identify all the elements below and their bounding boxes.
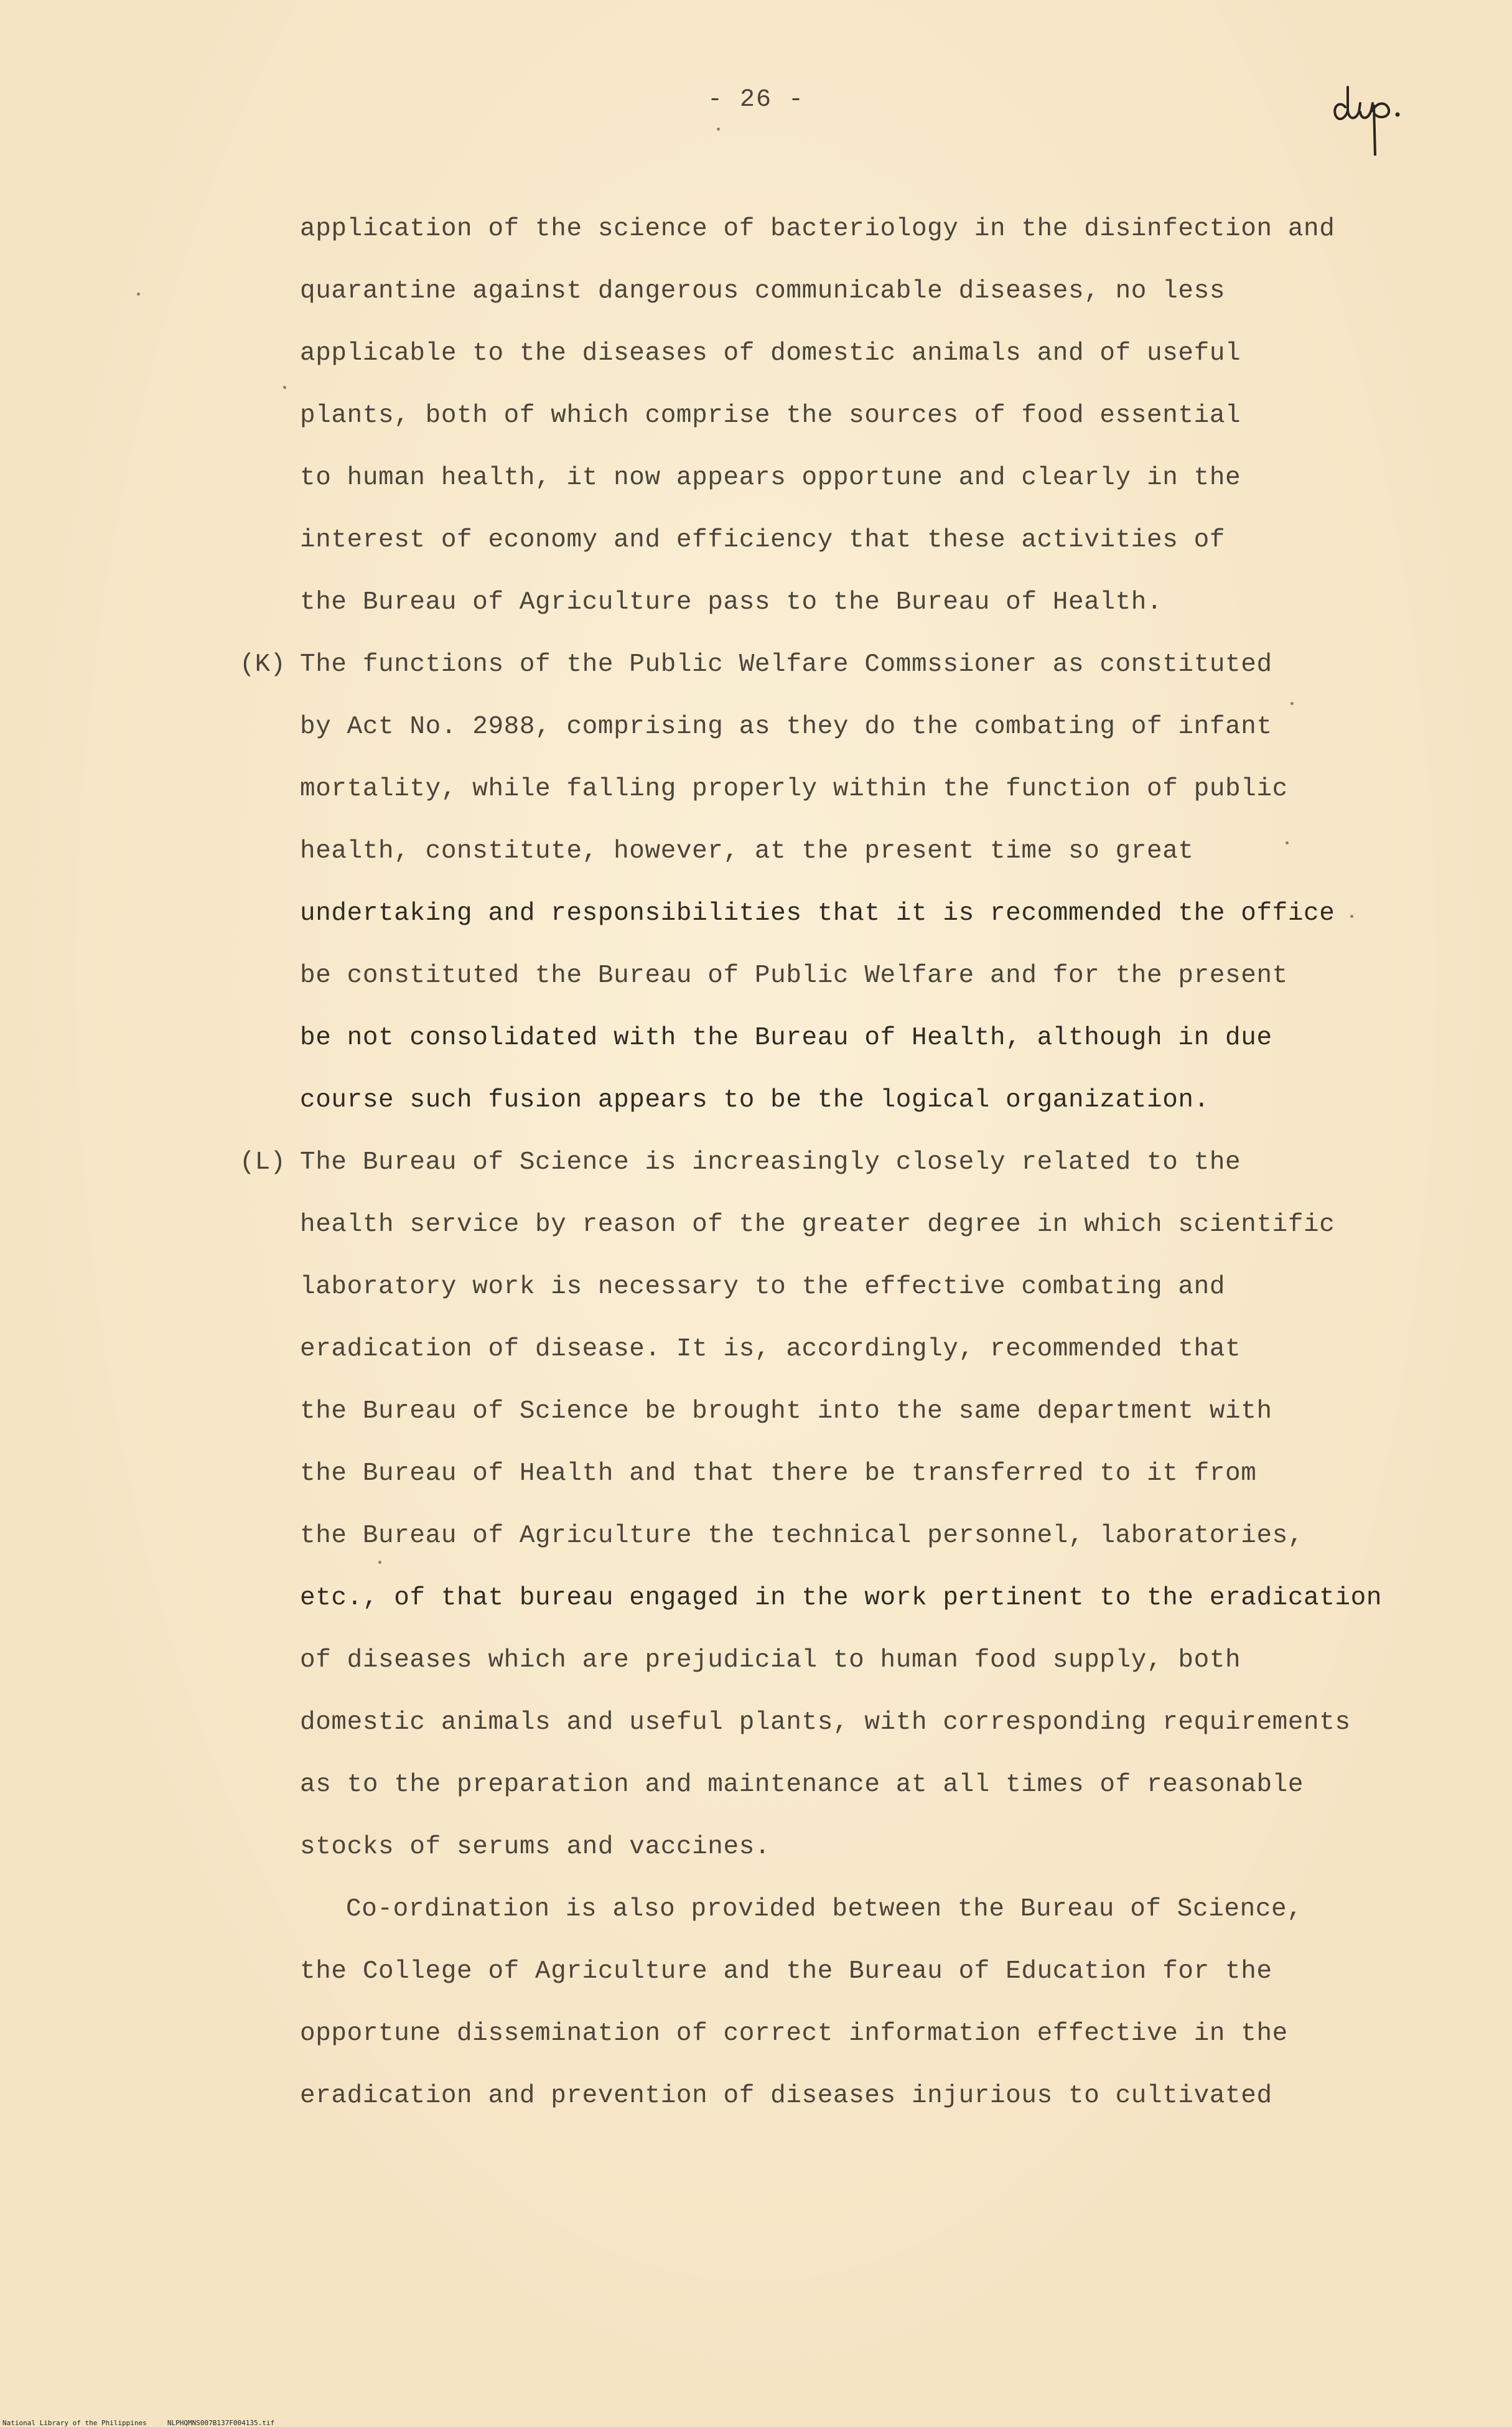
text-line: health, constitute, however, at the present time so great — [300, 837, 1194, 866]
text-line: health service by reason of the greater degree in which scientific — [300, 1210, 1335, 1239]
text-line: the Bureau of Agriculture pass to the Bureau of Health. — [300, 588, 1163, 617]
text-line: to human health, it now appears opportune and clearly in the — [300, 464, 1241, 492]
paper-speck — [717, 128, 720, 131]
text-line: as to the preparation and maintenance at all times of reasonable — [300, 1770, 1304, 1799]
section-marker-l: (L) — [240, 1148, 286, 1177]
text-line: the College of Agriculture and the Bureau of Education for the — [300, 1957, 1272, 1986]
text-line: opportune dissemination of correct information effective in the — [300, 2019, 1288, 2048]
archive-footer — [2, 2420, 274, 2427]
text-line: be constituted the Bureau of Public Welfare and for the present — [300, 961, 1288, 990]
text-line: the Bureau of Agriculture the technical personnel, laboratories, — [300, 1522, 1304, 1550]
text-line: undertaking and responsibilities that it is recommended the office — [300, 899, 1335, 928]
text-line: quarantine against dangerous communicable diseases, no less — [300, 277, 1226, 306]
text-line: by Act No. 2988, comprising as they do the combating of infant — [300, 713, 1272, 741]
text-line: mortality, while falling properly within the function of public — [300, 775, 1288, 803]
paper-speck — [1286, 841, 1289, 844]
handwritten-dup-annotation — [1327, 62, 1451, 156]
paper-speck — [1290, 702, 1294, 705]
text-line: laboratory work is necessary to the effective combating and — [300, 1273, 1226, 1301]
paper-speck — [137, 292, 140, 296]
text-line: plants, both of which comprise the sources of food essential — [300, 401, 1241, 430]
text-line: stocks of serums and vaccines. — [300, 1833, 771, 1861]
text-line: eradication of disease. It is, accordingly, recommended that — [300, 1335, 1241, 1363]
text-line: of diseases which are prejudicial to human food supply, both — [300, 1646, 1241, 1675]
text-line: etc., of that bureau engaged in the work pertinent to the eradication — [300, 1584, 1383, 1612]
text-line: The functions of the Public Welfare Commssioner as constituted — [300, 650, 1272, 679]
footer-file: NLPHQMNS007B137F004135.tif — [167, 2419, 275, 2427]
footer-source: National Library of the Philippines — [2, 2419, 147, 2427]
text-line: be not consolidated with the Bureau of Health, although in due — [300, 1024, 1272, 1052]
text-line: application of the science of bacteriology in the disinfection and — [300, 215, 1335, 243]
page-number: - 26 - — [707, 86, 805, 114]
section-marker-k: (K) — [240, 650, 286, 679]
text-line: The Bureau of Science is increasingly closely related to the — [300, 1148, 1241, 1177]
text-line: course such fusion appears to be the logical organization. — [300, 1086, 1210, 1115]
paper-speck — [1350, 915, 1353, 918]
text-line: eradication and prevention of diseases injurious to cultivated — [300, 2082, 1272, 2110]
text-line: the Bureau of Health and that there be transferred to it from — [300, 1459, 1257, 1488]
text-line: interest of economy and efficiency that these activities of — [300, 526, 1226, 554]
paper-speck — [378, 1561, 381, 1564]
text-line: the Bureau of Science be brought into the same department with — [300, 1397, 1272, 1426]
paper-speck — [283, 386, 286, 389]
text-line: domestic animals and useful plants, with corresponding requirements — [300, 1708, 1351, 1737]
text-line: Co-ordination is also provided between the Bureau of Science, — [346, 1895, 1303, 1924]
text-line: applicable to the diseases of domestic animals and of useful — [300, 339, 1241, 368]
